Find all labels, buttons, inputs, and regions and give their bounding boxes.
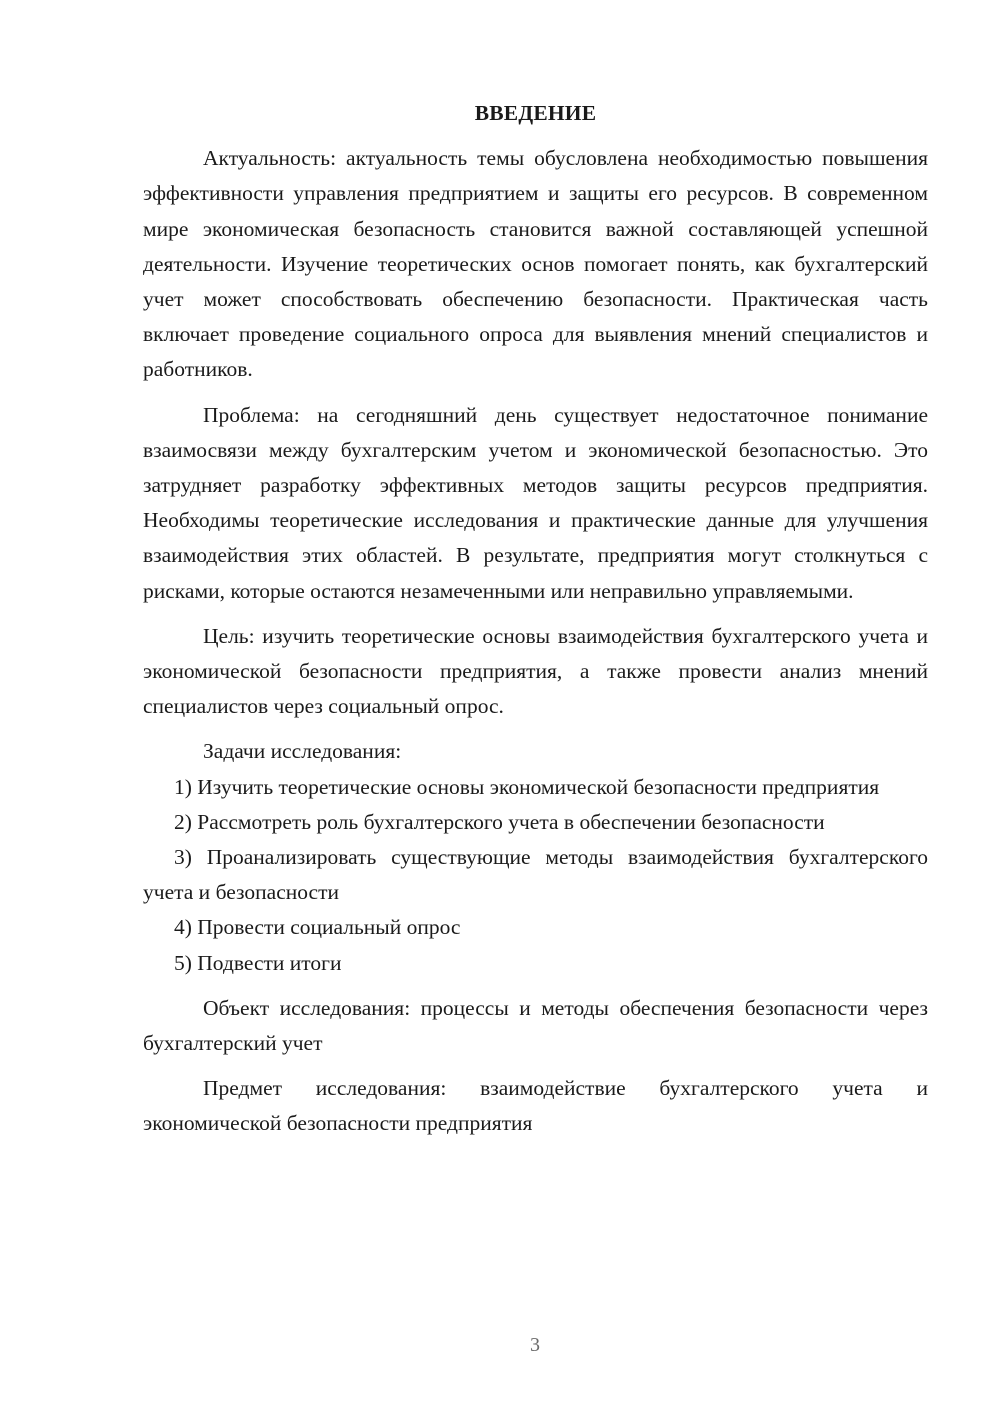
subject-paragraph: Предмет исследования: взаимодействие бухгалтерского учета и экономической безопасности предприятия <box>143 1076 928 1136</box>
page-content <box>143 96 928 1142</box>
task-item-4: 4) Провести социальный опрос <box>174 915 461 940</box>
relevance-paragraph: Актуальность: актуальность темы обусловлена необходимостью повышения эффективности управления предприятием и защиты его ресурсов. В современном мире экономическая безопасность становится важной составляющей успешной деятельности. Изучение теоретических основ помогает понять, как бухгалтерский учет может способствовать обеспечению безопасности. Практическая часть включает проведение социального опроса для выявления мнений специалистов и работников. <box>143 146 928 382</box>
task-item-1: 1) Изучить теоретические основы экономической безопасности предприятия <box>174 774 880 799</box>
section-heading: ВВЕДЕНИЕ <box>474 101 597 125</box>
page-number: 3 <box>530 1334 540 1356</box>
goal-paragraph: Цель: изучить теоретические основы взаимодействия бухгалтерского учета и экономической безопасности предприятия, а также провести анализ мнений специалистов через социальный опрос. <box>143 623 928 719</box>
task-item-2: 2) Рассмотреть роль бухгалтерского учета в обеспечении безопасности <box>174 809 825 834</box>
tasks-intro: Задачи исследования: <box>203 739 402 764</box>
task-item-5: 5) Подвести итоги <box>174 950 342 975</box>
object-paragraph: Объект исследования: процессы и методы обеспечения безопасности через бухгалтерский учет <box>143 995 928 1056</box>
task-item-3: 3) Проанализировать существующие методы взаимодействия бухгалтерского учета и безопасности <box>143 845 928 905</box>
problem-paragraph: Проблема: на сегодняшний день существует недостаточное понимание взаимосвязи между бухгалтерским учетом и экономической безопасностью. Это затрудняет разработку эффективных методов защиты ресурсов предприятия. Необходимы теоретические исследования и практические данные для улучшения взаимодействия этих областей. В результате, предприятия могут столкнуться с рисками, которые остаются незамеченными или неправильно управляемыми. <box>143 402 928 603</box>
